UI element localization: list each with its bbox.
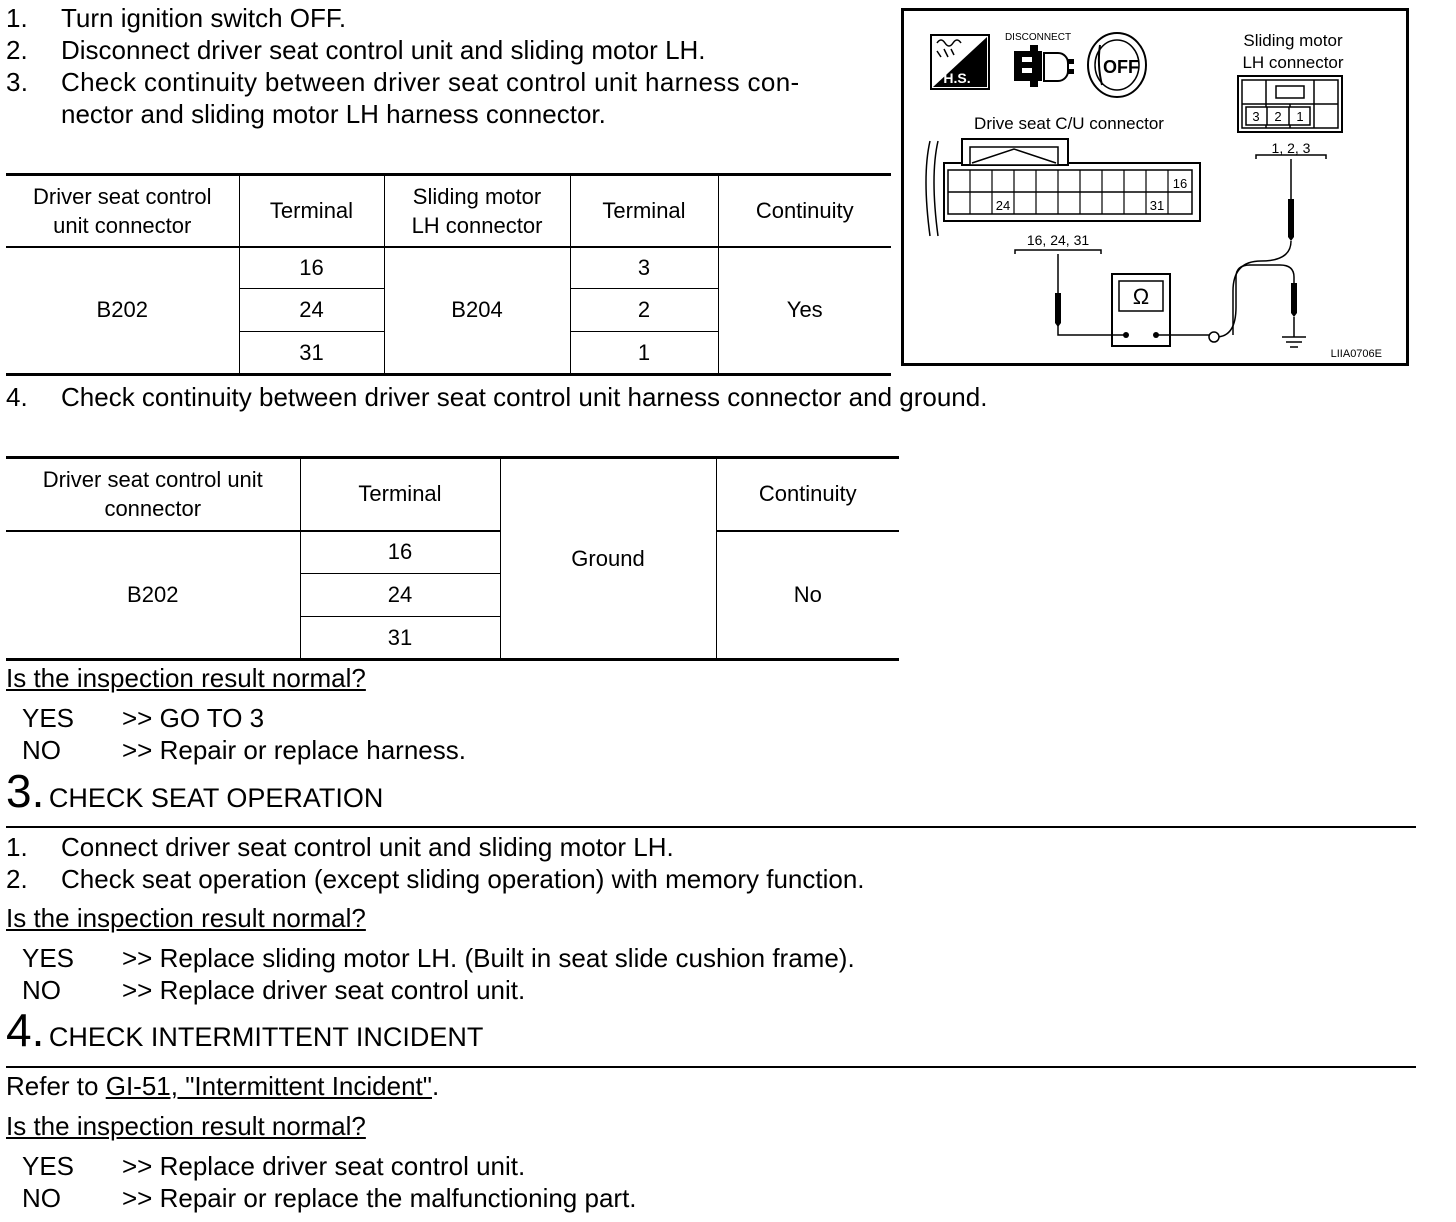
motor-pin: 2 [1274, 109, 1282, 124]
wiring-diagram [901, 8, 1409, 366]
terminal-cell: 31 [239, 332, 384, 375]
step-3 [6, 66, 886, 98]
cu-probe-label: 16, 24, 31 [1026, 232, 1090, 248]
hs-label: H.S. [943, 70, 971, 86]
answer-no [22, 1183, 637, 1214]
header-terminal: Terminal [300, 458, 500, 531]
reference-suffix: . [432, 1071, 440, 1101]
cu-pin-24: 24 [995, 198, 1011, 213]
section-number: 4 [6, 1004, 32, 1056]
step-text: nector and sliding motor LH harness connector. [61, 99, 606, 129]
terminal-cell: 31 [300, 617, 500, 660]
cu-connector-title: Drive seat C/U connector [974, 114, 1164, 133]
step-text: Check continuity between driver seat control unit harness con- [61, 67, 800, 97]
cu-pin-31: 31 [1149, 198, 1165, 213]
answer-no [22, 975, 525, 1006]
motor-terminal-cell: 3 [570, 247, 718, 289]
off-label: OFF [1103, 57, 1139, 77]
continuity-table-ground [6, 456, 899, 661]
answer-key: NO [22, 1183, 61, 1213]
reference-prefix: Refer to [6, 1071, 106, 1101]
answer-text: >> GO TO 3 [122, 703, 265, 733]
step-2 [6, 34, 706, 66]
continuity-table-motor [6, 173, 891, 376]
header-cu-connector: Driver seat control unit connector [6, 175, 239, 247]
ohm-symbol: Ω [1132, 284, 1150, 309]
answer-text: >> Repair or replace harness. [122, 735, 466, 765]
motor-connector-title: LH connector [1242, 53, 1344, 72]
inspection-question: Is the inspection result normal? [6, 903, 366, 933]
step-4 [6, 381, 987, 413]
motor-connector-cell: B204 [384, 247, 570, 375]
section-title: CHECK INTERMITTENT INCIDENT [48, 1022, 484, 1052]
step-text: Check continuity between driver seat control unit harness connector and ground. [61, 382, 988, 412]
ground-cell: Ground [500, 458, 716, 660]
motor-pin: 1 [1296, 109, 1304, 124]
answer-key: YES [22, 703, 75, 733]
motor-connector-title: Sliding motor [1243, 31, 1343, 50]
motor-terminal-cell: 1 [570, 332, 718, 375]
step-text: Turn ignition switch OFF. [61, 3, 347, 33]
cu-connector [926, 139, 1200, 236]
reference-line [6, 1071, 439, 1102]
section-3-heading: 3. CHECK SEAT OPERATION [6, 765, 384, 817]
inspection-question: Is the inspection result normal? [6, 1111, 366, 1141]
answer-key: NO [22, 735, 61, 765]
section-divider [6, 826, 1416, 828]
answer-text: >> Replace driver seat control unit. [122, 1151, 526, 1181]
step-text: Connect driver seat control unit and sliding motor LH. [61, 832, 674, 862]
answer-text: >> Replace driver seat control unit. [122, 975, 526, 1005]
header-cu-connector: Driver seat control unit connector [6, 458, 300, 531]
ignition-off-icon [1088, 33, 1146, 97]
step-1 [6, 2, 346, 34]
continuity-cell: No [716, 531, 899, 660]
terminal-cell: 16 [300, 531, 500, 574]
step-number: 2. [6, 864, 28, 894]
disconnect-label: DISCONNECT [1004, 32, 1072, 43]
motor-terminal-cell: 2 [570, 289, 718, 332]
step-number: 3. [6, 67, 29, 97]
answer-text: >> Replace sliding motor LH. (Built in seat slide cushion frame). [122, 943, 855, 973]
header-continuity: Continuity [718, 175, 891, 247]
header-motor-connector: Sliding motor LH connector [384, 175, 570, 247]
answer-text: >> Repair or replace the malfunctioning part. [122, 1183, 637, 1213]
terminal-cell: 16 [239, 247, 384, 289]
step-number: 1. [6, 3, 28, 33]
step-number: 4. [6, 382, 28, 412]
reference-link[interactable]: GI-51, "Intermittent Incident" [105, 1071, 432, 1101]
answer-yes [22, 703, 264, 734]
cu-connector-cell: B202 [6, 247, 239, 375]
inspection-question: Is the inspection result normal? [6, 663, 366, 693]
continuity-cell: Yes [718, 247, 891, 375]
step-text: Check seat operation (except sliding operation) with memory function. [61, 864, 865, 894]
cu-pin-16: 16 [1172, 176, 1188, 191]
motor-connector [1238, 76, 1342, 132]
section3-step-2 [6, 863, 865, 895]
harness-side-icon [931, 35, 989, 89]
step-3-continued [6, 98, 606, 130]
step-number: 1. [6, 832, 28, 862]
answer-no [22, 735, 466, 766]
answer-yes [22, 1151, 525, 1182]
figure-id: LIIA0706E [1330, 348, 1382, 360]
motor-pin: 3 [1252, 109, 1260, 124]
step-text: Disconnect driver seat control unit and sliding motor LH. [61, 35, 706, 65]
section-number: 3 [6, 765, 32, 817]
terminal-cell: 24 [239, 289, 384, 332]
header-continuity: Continuity [716, 458, 899, 531]
answer-key: YES [22, 1151, 75, 1181]
cu-connector-cell: B202 [6, 531, 300, 660]
answer-key: NO [22, 975, 61, 1005]
disconnect-icon [1005, 32, 1074, 87]
header-motor-terminal: Terminal [570, 175, 718, 247]
section-divider [6, 1066, 1416, 1068]
step-number: 2. [6, 35, 28, 65]
section3-step-1 [6, 831, 674, 863]
section-4-heading: 4. CHECK INTERMITTENT INCIDENT [6, 1004, 484, 1056]
section-title: CHECK SEAT OPERATION [48, 783, 384, 813]
answer-key: YES [22, 943, 75, 973]
ground-symbol [1282, 317, 1306, 347]
header-terminal: Terminal [239, 175, 384, 247]
motor-probe-label: 1, 2, 3 [1271, 140, 1311, 156]
terminal-cell: 24 [300, 574, 500, 617]
answer-yes [22, 943, 855, 974]
